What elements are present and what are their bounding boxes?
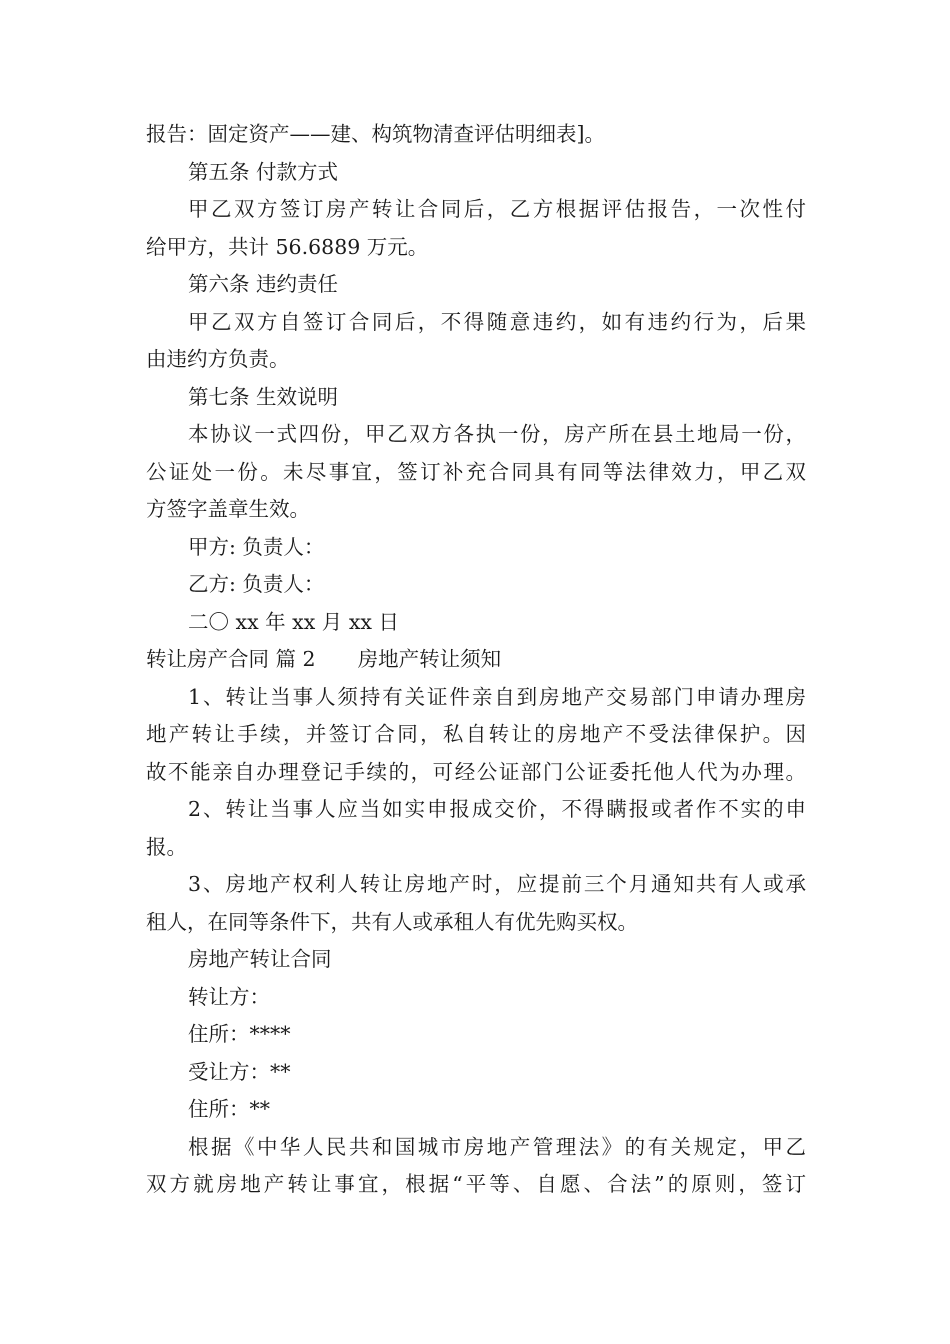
text-line: 双方就房地产转让事宜，根据“平等、自愿、合法”的原则，签订 <box>146 1172 806 1196</box>
section-heading <box>146 641 806 679</box>
article-heading-7: 第七条 生效说明 <box>188 384 339 409</box>
text-line: 2、转让当事人应当如实申报成交价，不得瞒报或者作不实的申 <box>188 797 806 821</box>
party-b-signature-line: 乙方: 负责人： <box>188 572 325 596</box>
document-body <box>146 116 806 1204</box>
contract-title: 房地产转让合同 <box>188 947 332 971</box>
text-line: 根据《中华人民共和国城市房地产管理法》的有关规定，甲乙 <box>188 1134 806 1159</box>
article-heading-6: 第六条 违约责任 <box>188 272 339 296</box>
party-a-signature-line: 甲方: 负责人： <box>188 534 325 559</box>
text-line: 本协议一式四份，甲乙双方各执一份，房产所在县土地局一份， <box>188 422 806 446</box>
transferee-address-field: 住所：** <box>188 1097 270 1121</box>
text-line: 报。 <box>146 834 187 859</box>
date-line: 二〇 xx 年 xx 月 xx 日 <box>188 609 399 634</box>
text-line: 1、转让当事人须持有关证件亲自到房地产交易部门申请办理房 <box>188 684 806 709</box>
text-line: 地产转让手续，并签订合同，私自转让的房地产不受法律保护。因 <box>146 722 806 746</box>
text-line: 由违约方负责。 <box>146 347 290 371</box>
transferee-field: 受让方：** <box>188 1059 291 1084</box>
text-line: 公证处一份。未尽事宜，签订补充合同具有同等法律效力，甲乙双 <box>146 459 806 484</box>
text-line: 租人，在同等条件下，共有人或承租人有优先购买权。 <box>146 909 638 934</box>
text-line: 报告：固定资产——建、构筑物清查评估明细表]。 <box>146 122 605 146</box>
section-subtitle: 房地产转让须知 <box>357 647 502 671</box>
transferor-address-field: 住所：**** <box>188 1022 291 1046</box>
transferor-field: 转让方： <box>188 984 270 1009</box>
text-line: 给甲方，共计 56.6889 万元。 <box>146 234 429 259</box>
article-heading-5: 第五条 付款方式 <box>188 159 339 184</box>
text-line: 甲乙双方自签订合同后，不得随意违约，如有违约行为，后果 <box>188 309 806 334</box>
section-title: 转让房产合同 篇 2 <box>146 647 316 671</box>
text-line: 甲乙双方签订房产转让合同后，乙方根据评估报告，一次性付 <box>188 197 806 221</box>
text-line: 故不能亲自办理登记手续的，可经公证部门公证委托他人代为办理。 <box>146 759 806 784</box>
text-line: 方签字盖章生效。 <box>146 497 310 521</box>
text-line: 3、房地产权利人转让房地产时，应提前三个月通知共有人或承 <box>188 872 806 896</box>
